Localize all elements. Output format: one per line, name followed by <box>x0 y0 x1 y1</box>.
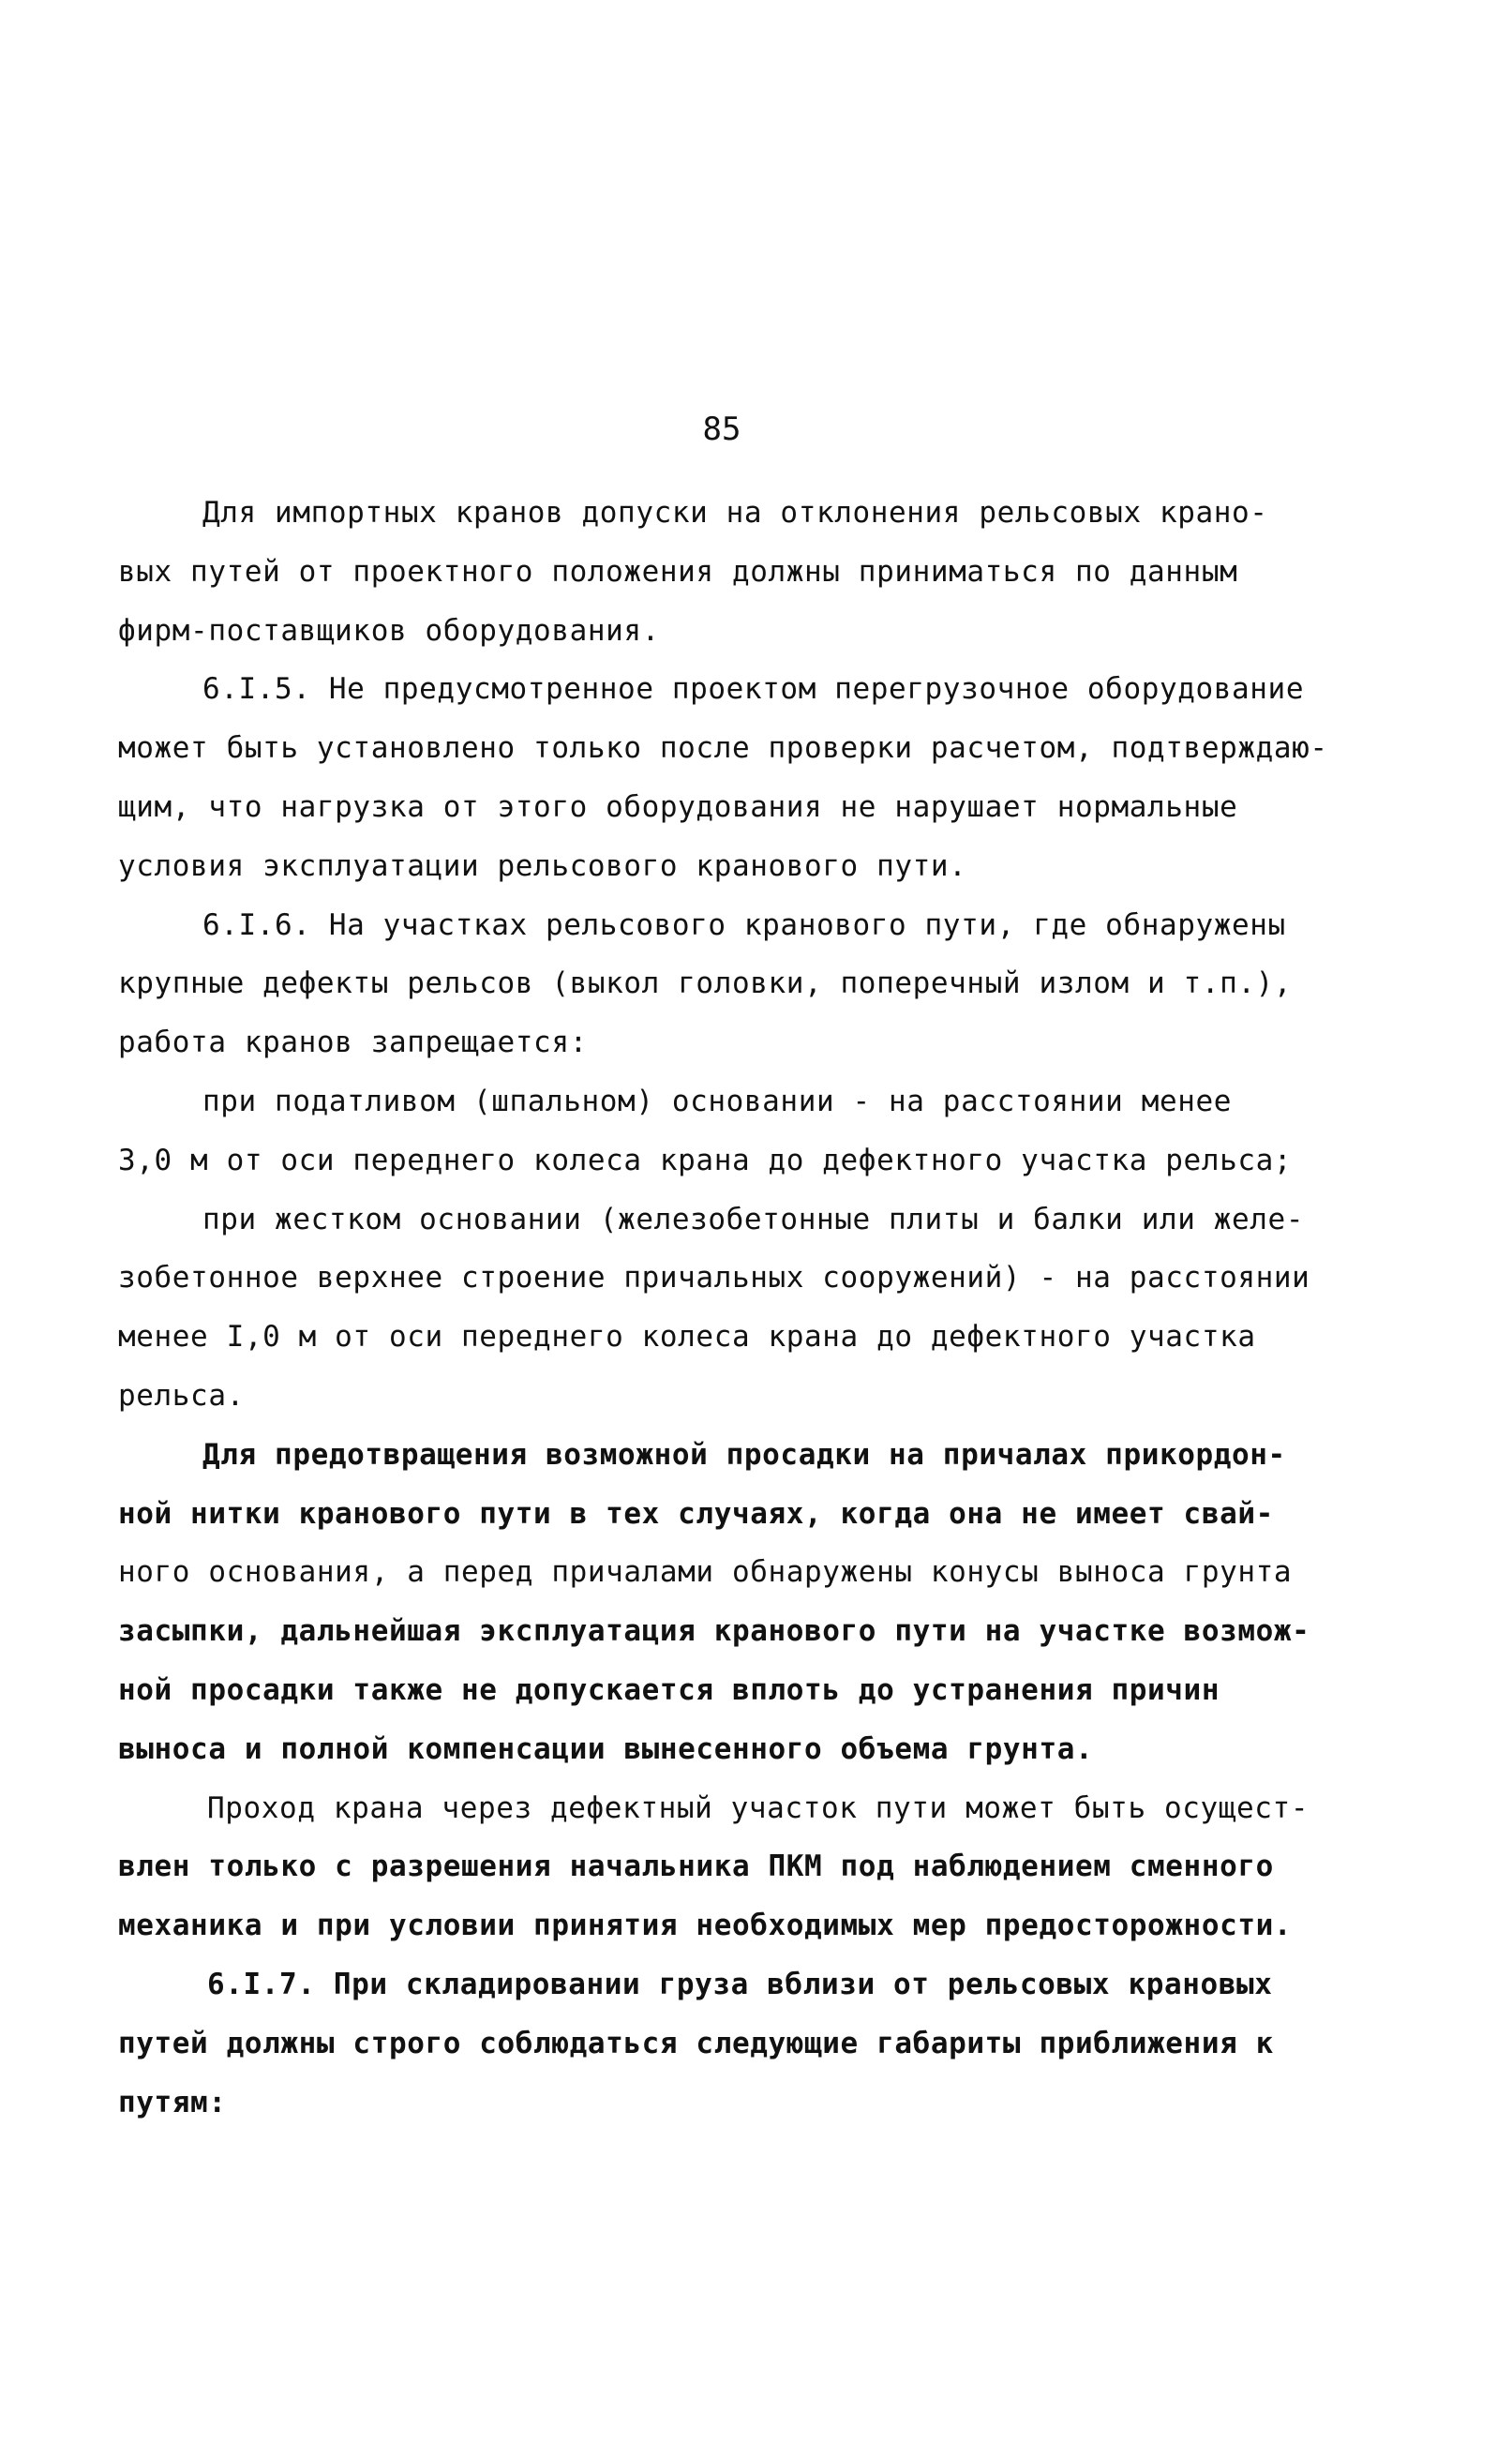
text-line: фирм-поставщиков оборудования. <box>118 613 660 648</box>
text-line: 3,0 м от оси переднего колеса крана до дефектного участка рельса; <box>118 1143 1293 1177</box>
text-line: влен только с разрешения начальника ПКМ под наблюдением сменного <box>118 1849 1274 1884</box>
text-line: Для предотвращения возможной просадки на причалах прикордон- <box>202 1437 1286 1472</box>
text-line: 6.I.6. На участках рельсового кранового пути, где обнаружены <box>202 907 1286 942</box>
text-line: условия эксплуатации рельсового кранового пути. <box>118 848 967 883</box>
text-line: выноса и полной компенсации вынесенного объема грунта. <box>118 1731 1094 1766</box>
text-line: ной просадки также не допускается вплоть до устранения причин <box>118 1672 1220 1707</box>
text-line: рельса. <box>118 1378 245 1413</box>
text-line: работа кранов запрещается: <box>118 1026 588 1060</box>
page-number: 85 <box>702 411 741 448</box>
text-line: при жестком основании (железобетонные плиты и балки или желе- <box>202 1202 1305 1236</box>
text-line: может быть установлено только после проверки расчетом, подтверждаю- <box>118 731 1328 766</box>
text-line: засыпки, дальнейшая эксплуатация кранового пути на участке возмож- <box>118 1614 1310 1649</box>
text-line: 6.I.7. При складировании груза вблизи от рельсовых крановых <box>207 1967 1273 2001</box>
text-line: менее I,0 м от оси переднего колеса крана до дефектного участка <box>118 1320 1256 1355</box>
text-line: при податливом (шпальном) основании - на расстоянии менее <box>202 1084 1233 1118</box>
text-line: зобетонное верхнее строение причальных сооружений) - на расстоянии <box>118 1261 1310 1295</box>
text-line: ного основания, а перед причалами обнаружены конусы выноса грунта <box>118 1555 1293 1590</box>
body-text <box>118 484 1327 2132</box>
text-line: щим, что нагрузка от этого оборудования не нарушает нормальные <box>118 789 1238 824</box>
text-line: Для импортных кранов допуски на отклонения рельсовых крано- <box>202 496 1268 530</box>
text-line: путей должны строго соблюдаться следующие габариты приближения к <box>118 2026 1274 2060</box>
text-line: Проход крана через дефектный участок пути может быть осущест- <box>207 1790 1310 1825</box>
text-line: механика и при условии принятия необходимых мер предосторожности. <box>118 1909 1293 1943</box>
text-line: вых путей от проектного положения должны приниматься по данным <box>118 554 1238 589</box>
text-line: ной нитки кранового пути в тех случаях, когда она не имеет свай- <box>118 1496 1274 1531</box>
text-line: крупные дефекты рельсов (выкол головки, поперечный излом и т.п.), <box>118 966 1293 1001</box>
text-line: путям: <box>118 2085 227 2119</box>
text-line: 6.I.5. Не предусмотренное проектом перегрузочное оборудование <box>202 672 1305 707</box>
